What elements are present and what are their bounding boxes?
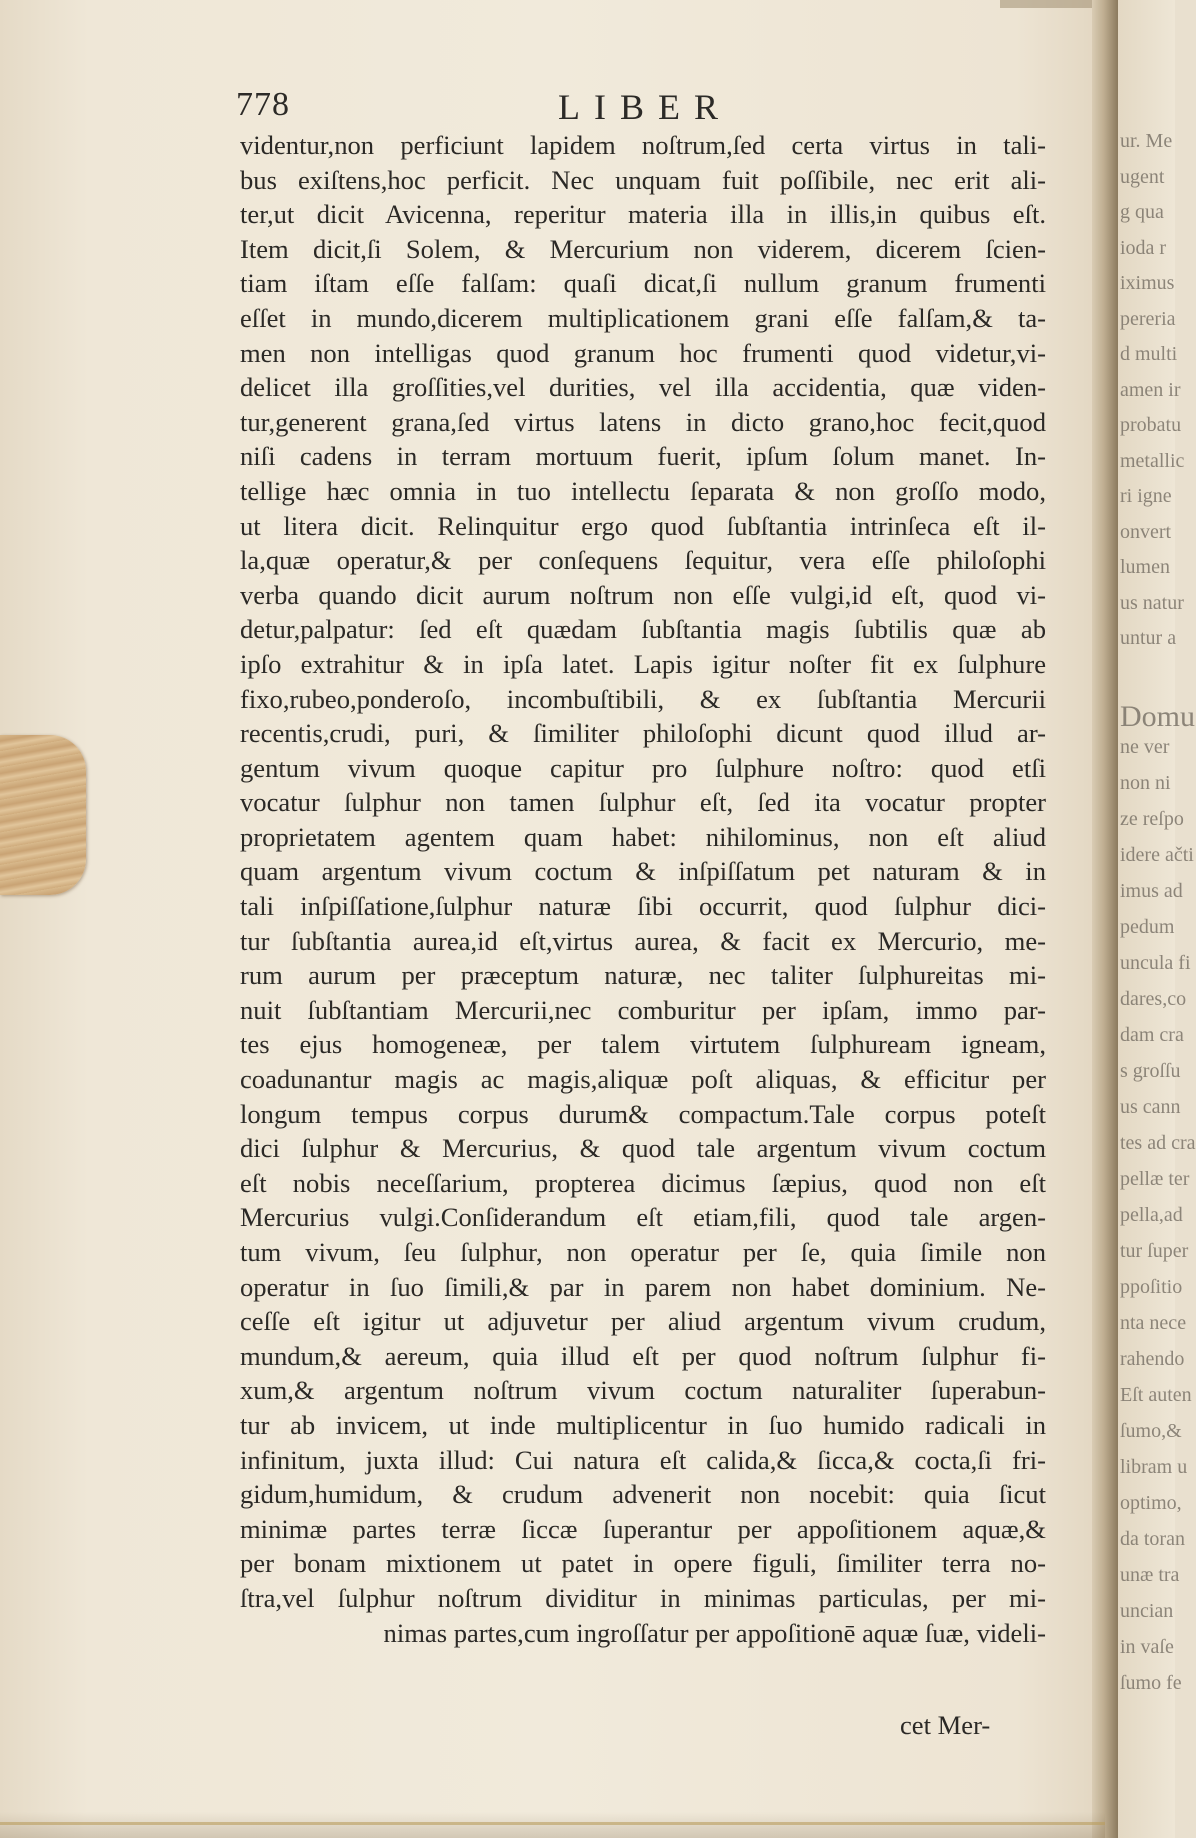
facing-page-fragment: Eſt auten [1120,1384,1192,1406]
facing-page-fragment: ugent [1120,165,1165,188]
text-line: la,quæ operatur,& per conſequens ſequitur, vera eſſe philoſophi [240,545,1046,576]
facing-page-fragment: metallic [1120,449,1185,472]
facing-page-fragment: non ni [1120,772,1171,794]
page-bottom-edge [0,1822,1105,1825]
facing-page-fragment: uncula fi [1120,952,1191,974]
facing-page-fragment: s groſſu [1120,1060,1181,1082]
text-line: tes ejus homogeneæ, per talem virtutem ſulphuream igneam, [240,1029,1046,1060]
page-gutter-edge [1092,0,1118,1838]
text-line: tur,generent grana,ſed virtus latens in dicto grano,hoc fecit,quod [240,406,1046,437]
text-line: gentum vivum quoque capitur pro ſulphure noſtro: quod etſi [240,752,1046,783]
text-line: detur,palpatur: ſed eſt quædam ſubſtantia magis ſubtilis quæ ab [240,614,1046,645]
text-line: delicet illa groſſities,vel durities, vel illa accidentia, quæ viden- [240,372,1046,403]
text-line: tur ſubſtantia aurea,id eſt,virtus aurea, & facit ex Mercurio, me- [240,925,1046,956]
facing-page-fragment: untur a [1120,627,1177,649]
facing-page-fragment: pedum [1120,916,1175,938]
text-line: coadunantur magis ac magis,aliquæ poſt aliquas, & efficitur per [240,1064,1046,1095]
facing-page-fragment: ze reſpo [1120,808,1184,830]
facing-page-fragment: tur ſuper [1120,1240,1189,1262]
text-line: quam argentum vivum coctum & inſpiſſatum pet naturam & in [240,856,1046,887]
text-line: videntur,non perficiunt lapidem noſtrum,ſed certa virtus in tali- [240,130,1046,160]
facing-page-fragment: pereria [1120,307,1176,330]
facing-page-fragment: ſumo,& [1120,1420,1182,1442]
text-line: eſſet in mundo,dicerem multiplicationem grani eſſe falſam,& ta- [240,302,1046,333]
facing-page-fragment: probatu [1120,414,1182,436]
text-line: rum aurum per præceptum naturæ, nec taliter ſulphureitas mi- [240,960,1046,991]
facing-page-fragment: amen ir [1120,378,1181,401]
facing-page-fragment: pella,ad [1120,1204,1183,1226]
text-line: fixo,rubeo,ponderoſo, incombuſtibili, & ex ſubſtantia Mercurii [240,683,1046,714]
facing-page-fragment: us natur [1120,591,1184,614]
facing-page-fragment: lumen [1120,556,1170,578]
facing-page-strip [1118,0,1196,1838]
facing-page-fragment: in vaſe [1120,1636,1174,1658]
text-line: ut litera dicit. Relinquitur ergo quod ſubſtantia intrinſeca eſt il- [240,510,1046,541]
facing-page-fragment: ppoſitio [1120,1276,1183,1298]
facing-page-fragment: g qua [1120,201,1164,223]
text-line: ipſo extrahitur & in ipſa latet. Lapis igitur noſter fit ex ſulphure [240,648,1046,679]
text-line: bus exiſtens,hoc perficit. Nec unquam fuit poſſibile, nec erit ali- [240,164,1046,195]
facing-page-fragment: d multi [1120,343,1178,365]
text-line: men non intelligas quod granum hoc frumenti quod videtur,vi- [240,337,1046,368]
facing-page-fragment: dares,co [1120,988,1187,1010]
text-line: niſi cadens in terram mortuum fuerit, ipſum ſolum manet. In- [240,441,1046,472]
page-header [236,86,1056,134]
facing-page-fragment: dam cra [1120,1024,1184,1046]
text-line: verba quando dicit aurum noſtrum non eſſe vulgi,id eſt, quod vi- [240,579,1046,610]
facing-page-fragment: Domu [1120,700,1195,733]
facing-page-fragment: ne ver [1120,736,1170,758]
facing-page-fragment: pellæ ter [1120,1168,1190,1190]
text-line: tiam iſtam eſſe falſam: quaſi dicat,ſi nullum granum frumenti [240,268,1046,299]
facing-page-fragment: ſumo fe [1120,1672,1182,1694]
text-line: recentis,crudi, puri, & ſimiliter philoſophi dicunt quod illud ar- [240,718,1046,749]
facing-page-fragment: iximus [1120,272,1175,294]
text-line: longum tempus corpus durum& compactum.Tale corpus poteſt [240,1098,1046,1129]
facing-page-fragment: tes ad cra [1120,1132,1196,1154]
page-number: 778 [236,86,290,123]
text-line: per bonam mixtionem ut patet in opere figuli, ſimiliter terra no- [240,1548,1046,1579]
text-line: nuit ſubſtantiam Mercurii,nec comburitur per ipſam, immo par- [240,994,1046,1025]
catchword: cet Mer- [900,1710,991,1740]
text-line: ter,ut dicit Avicenna, reperitur materia illa in illis,in quibus eſt. [240,199,1046,230]
facing-page-fragment: idere ačti [1120,844,1194,866]
text-line: eſt nobis neceſſarium, propterea dicimus ſæpius, quod non eſt [240,1167,1046,1198]
text-line: nimas partes,cum ingroſſatur per appoſitionē aquæ ſuæ, videli- [383,1617,1046,1648]
text-line: tali inſpiſſatione,ſulphur naturæ ſibi occurrit, quod ſulphur dici- [240,891,1046,922]
facing-page-fragment: nta nece [1120,1312,1187,1334]
facing-page-fragment: ioda r [1120,236,1167,259]
facing-page-fragment: rahendo [1120,1348,1185,1370]
facing-page-fragment: da toran [1120,1528,1185,1550]
text-line: vocatur ſulphur non tamen ſulphur eſt, ſed ita vocatur propter [240,787,1046,818]
facing-page-fragment: unæ tra [1120,1564,1180,1586]
text-line: dici ſulphur & Mercurius, & quod tale argentum vivum coctum [240,1133,1046,1164]
text-line: Mercurius vulgi.Conſiderandum eſt etiam,fili, quod tale argen- [240,1202,1046,1233]
facing-page-fragment: imus ad [1120,880,1183,902]
text-line: ceſſe eſt igitur ut adjuvetur per aliud argentum vivum crudum, [240,1306,1046,1337]
running-title: LIBER [558,87,732,127]
text-line: minimæ partes terræ ſiccæ ſuperantur per appoſitionem aquæ,& [240,1513,1046,1544]
text-line: tur ab invicem, ut inde multiplicentur in ſuo humido radicali in [240,1409,1046,1440]
text-line: Item dicit,ſi Solem, & Mercurium non viderem, dicerem ſcien- [240,233,1046,264]
body-text [240,128,1046,1650]
facing-page-fragment: libram u [1120,1456,1188,1478]
text-line: gidum,humidum, & crudum advenerit non nocebit: quia ſicut [240,1479,1046,1510]
text-line: xum,& argentum noſtrum vivum coctum naturaliter ſuperabun- [240,1375,1046,1406]
facing-page-fragment: ri igne [1120,485,1172,507]
facing-page-fragment: onvert [1120,520,1172,543]
facing-page-fragment: optimo, [1120,1492,1182,1514]
text-line: mundum,& aereum, quia illud eſt per quod noſtrum ſulphur fi- [240,1340,1046,1371]
bottom-shadow [0,1812,1105,1838]
facing-page-fragment: us cann [1120,1096,1181,1118]
facing-page-fragment: uncian [1120,1600,1174,1622]
text-line: ſtra,vel ſulphur noſtrum dividitur in minimas particulas, per mi- [240,1582,1046,1613]
facing-page-fragment: ur. Me [1120,130,1173,152]
text-line: infinitum, juxta illud: Cui natura eſt calida,& ſicca,& cocta,ſi fri- [240,1444,1046,1475]
text-line: tellige hæc omnia in tuo intellectu ſeparata & non groſſo modo, [240,475,1046,506]
text-line: proprietatem agentem quam habet: nihilominus, non eſt aliud [240,821,1046,852]
bookmark-tab[interactable] [0,735,86,895]
text-line: operatur in ſuo ſimili,& par in parem non habet dominium. Ne- [240,1271,1046,1302]
text-line: tum vivum, ſeu ſulphur, non operatur per ſe, quia ſimile non [240,1237,1046,1267]
